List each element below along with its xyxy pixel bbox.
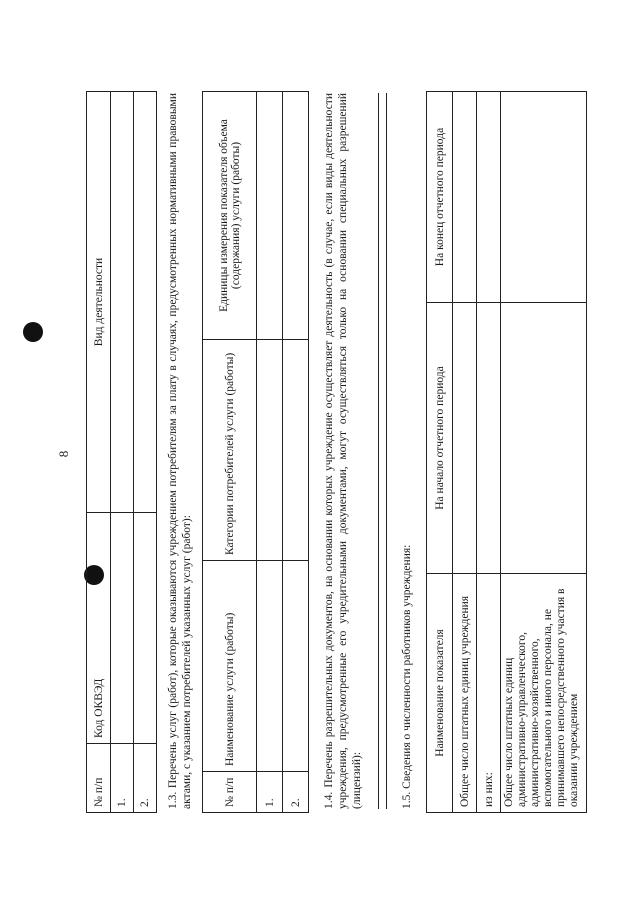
okved-table (86, 91, 157, 813)
staff-count-table (426, 91, 587, 813)
table-cell: 2. (283, 772, 309, 813)
table-row (257, 92, 283, 813)
table-header: Категории потребителей услуги (работы) (203, 340, 257, 561)
table-cell (257, 92, 283, 340)
page-number: 8 (56, 450, 71, 458)
table-cell: Общее число штатных единиц учреждения (453, 574, 477, 813)
table-cell (134, 513, 157, 744)
horizontal-line (378, 93, 379, 809)
table-header: № п/п (87, 744, 111, 813)
table-cell (477, 303, 501, 574)
table-cell (134, 92, 157, 513)
table-cell (501, 303, 587, 574)
table-cell (257, 340, 283, 561)
table-row (111, 92, 134, 813)
table-cell (501, 92, 587, 303)
table-header: № п/п (203, 772, 257, 813)
section-1-5-text: 1.5. Сведения о численности работников учреждения: (401, 544, 413, 809)
table-cell: 1. (111, 744, 134, 813)
table-cell (257, 561, 283, 772)
table-row (283, 92, 309, 813)
paid-services-table (202, 91, 309, 813)
horizontal-line (386, 93, 387, 809)
section-1-3-text: 1.3. Перечень услуг (работ), которые оказываются учреждением потребителям за плату в случаях, предусмотренных нормативными правовыми актами, с указанием потребителей указанных услуг (работ): (167, 93, 193, 809)
table-cell (283, 340, 309, 561)
table-cell (111, 513, 134, 744)
table-header: Код ОКВЭД (87, 513, 111, 744)
table-header: Единицы измерения показателя объема (содержания) услуги (работы) (203, 92, 257, 340)
table-header: На конец отчетного периода (427, 92, 453, 303)
table-row (134, 92, 157, 813)
table-cell: Общее число штатных единиц административно-управленческого, административно-хозяйственного, вспомогательного и иного персонала, не принимавшего непосредственного участия в оказании учреждением (501, 574, 587, 813)
table-cell: 2. (134, 744, 157, 813)
table-header: Наименование услуги (работы) (203, 561, 257, 772)
table-cell (283, 92, 309, 340)
table-row (453, 92, 477, 813)
table-cell (453, 303, 477, 574)
section-1-4-text: 1.4. Перечень разрешительных документов, на основании которых учреждение осуществляет деятельность (в случае, если виды деятельности учреждения, предусмотренные его учредительными документами, могут осуществляться только на основании специальных разрешений (лицензий): (323, 93, 363, 809)
table-cell (453, 92, 477, 303)
table-header: Наименование показателя (427, 574, 453, 813)
table-cell: 1. (257, 772, 283, 813)
table-cell (283, 561, 309, 772)
table-row (477, 92, 501, 813)
table-cell (477, 92, 501, 303)
table-cell: из них: (477, 574, 501, 813)
table-cell (111, 92, 134, 513)
table-header: На начало отчетного периода (427, 303, 453, 574)
table-header: Вид деятельности (87, 92, 111, 513)
table-row (501, 92, 587, 813)
